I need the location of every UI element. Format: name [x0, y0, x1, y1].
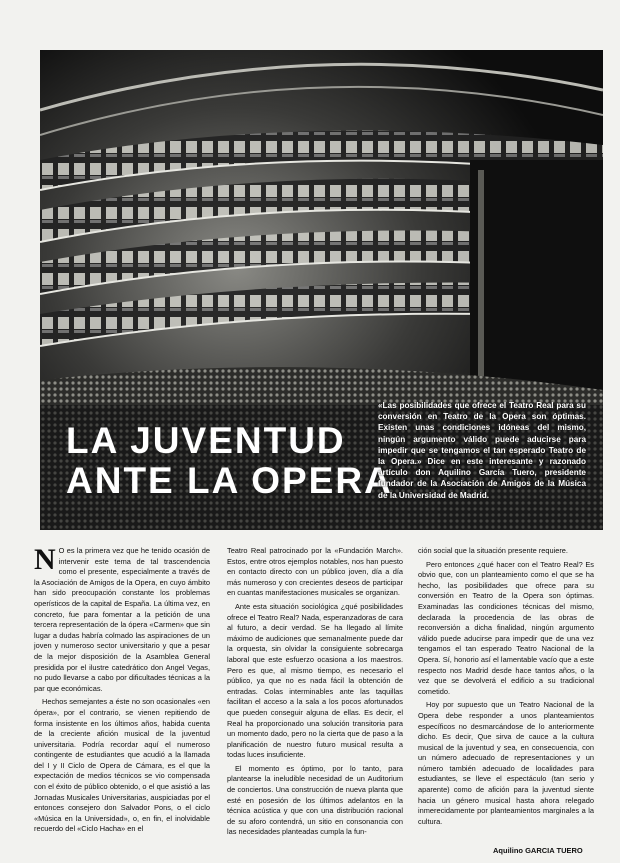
- paragraph: El momento es óptimo, por lo tanto, para plantearse la ineludible necesidad de un Auditorium de conciertos. Una construcción de nueva planta que esté en posesión de los últimos adelantos en la técnica acústica y que con una distribución racional de su aforo contendrá, un sitio en consonancia con las necesidades planteadas cumpla la fun-: [227, 763, 403, 837]
- photo-caption: «Las posibilidades que ofrece el Teatro Real para su conversión en Teatro de la Opera son óptimas. Existen unas condiciones idóneas del mismo, ningún argumento válido puede aducirse para impedir que se tengamos el tan esperado Teatro de la Opera.» Dice en este interesante y razonado artículo don Aquilino García Tuero, presidente fundador de la Asociación de Amigos de la Música de la Universidad de Madrid.: [378, 401, 586, 500]
- paragraph: Teatro Real patrocinado por la «Fundación March». Estos, entre otros ejemplos notables, nos han puesto en contacto directo con un público joven, día a día más numeroso y con crecientes deseos de participar en cuantas manifestaciones musicales se organizan.: [227, 546, 403, 598]
- author-first-name: Aquilino: [493, 846, 523, 855]
- paragraph: Hoy por supuesto que un Teatro Nacional de la Opera debe responder a unos planteamientos específicos no desmarcándose de lo anteriormente dicho. Es decir, Que sirva de cauce a la cultura musical de la juventud y sea, en consecuencia, con un número adecuado de representaciones y un número también adecuado de localidades para estudiantes, se lleve el espectáculo (tan serio y aparente) como de afición para la juventud siente hacia un género musical hasta ahora relegado inmerecidamente por planteamientos marginales a la cultura.: [418, 700, 594, 826]
- paragraph: Hechos semejantes a éste no son ocasionales «en ópera», por el contrario, se vienen repitiendo de forma insistente en los últimos años, habida cuenta de la creciente afición musical de la juventud universitaria. Podría recordar aquí el numeroso contingente de estudiantes que acudió a la llamada del I y II Ciclo de Opera de Cámara, es el que la expectación de medios técnicos se vio compensada con el éxito de público obtenido, o el que asistió a las Jornadas Musicales Universitarias, auspiciadas por el entonces consejero don Salvador Pons, o el ciclo «Música en la Universidad», o, en fin, el inolvidable recuerdo del «Ciclo Hacha» en el: [34, 697, 210, 834]
- article-column-2: [227, 546, 403, 841]
- article-column-1: [34, 543, 210, 838]
- headline-line-2: ANTE LA OPERA: [66, 460, 393, 501]
- paragraph-text: O es la primera vez que he tenido ocasión de intervenir este tema de tal trascendencia como el presente, especialmente a través de la Asociación de Amigos de la Opera, en cuyo ámbito han sido preocupación constante los problemas operísticos de la capital de España. La última vez, en concreto, fue para fomentar a la petición de una tercera representación de la ópera «Carmen» que sin lugar a dudas habría colmado las aspiraciones de un joven y numeroso sector universitario y que a pesar de la mejor disposición de la Asamblea General presidida por el ilustre catedrático don Angel Vegas, no pudo llevarse a cabo por dificultades técnicas a la par que económicas.: [34, 546, 210, 693]
- author-last-name: GARCIA TUERO: [525, 846, 583, 855]
- headline-line-1: LA JUVENTUD: [66, 420, 346, 461]
- paragraph: [34, 543, 210, 694]
- paragraph: Pero entonces ¿qué hacer con el Teatro Real? Es obvio que, con un planteamiento como el que se ha hecho, las posibilidades que ofrece para su conversión en Teatro de la Opera son óptimas. Examinadas las condiciones técnicas del mismo, declarada la procedencia de las obras de reconversión a dicha finalidad, ningún argumento válido puede aducirse para impedir que de una vez tengamos el tan esperado Teatro Nacional de la Opera. Sí, honorio así el lamentable vacío que a este respecto nos Madrid desde hace tantos años, o la vez que se devolverá el edificio a su tradicional cometido.: [418, 559, 594, 696]
- drop-cap: N: [34, 543, 56, 576]
- author-signature: [493, 846, 583, 855]
- paragraph: ción social que la situación presente requiere.: [418, 546, 568, 555]
- article-column-3: [418, 546, 594, 830]
- paragraph: Ante esta situación sociológica ¿qué posibilidades ofrece el Teatro Real? Nada, esperanzadoras de cara al futuro, a decir verdad. Se ha llegado al límite máximo de audiciones que semanalmente puede dar la orquesta, sin olvidar la consiguiente sobrecarga laboral que este esfuerzo ocasiona a los maestros. Pero es que, al mismo tiempo, es necesario el público, ya que no es nada fácil la obtención de entradas. Colas interminables ante las taquillas facilitan el acceso a la sala a los pocos afortunados que pueden conseguir alguna de ellas. Es decir, el Real ha proporcionado una solución transitoria para un momento dado, pero no la cierta que de paso a la planificación de nuestro futuro musical resulta a todas luces insuficiente.: [227, 601, 403, 760]
